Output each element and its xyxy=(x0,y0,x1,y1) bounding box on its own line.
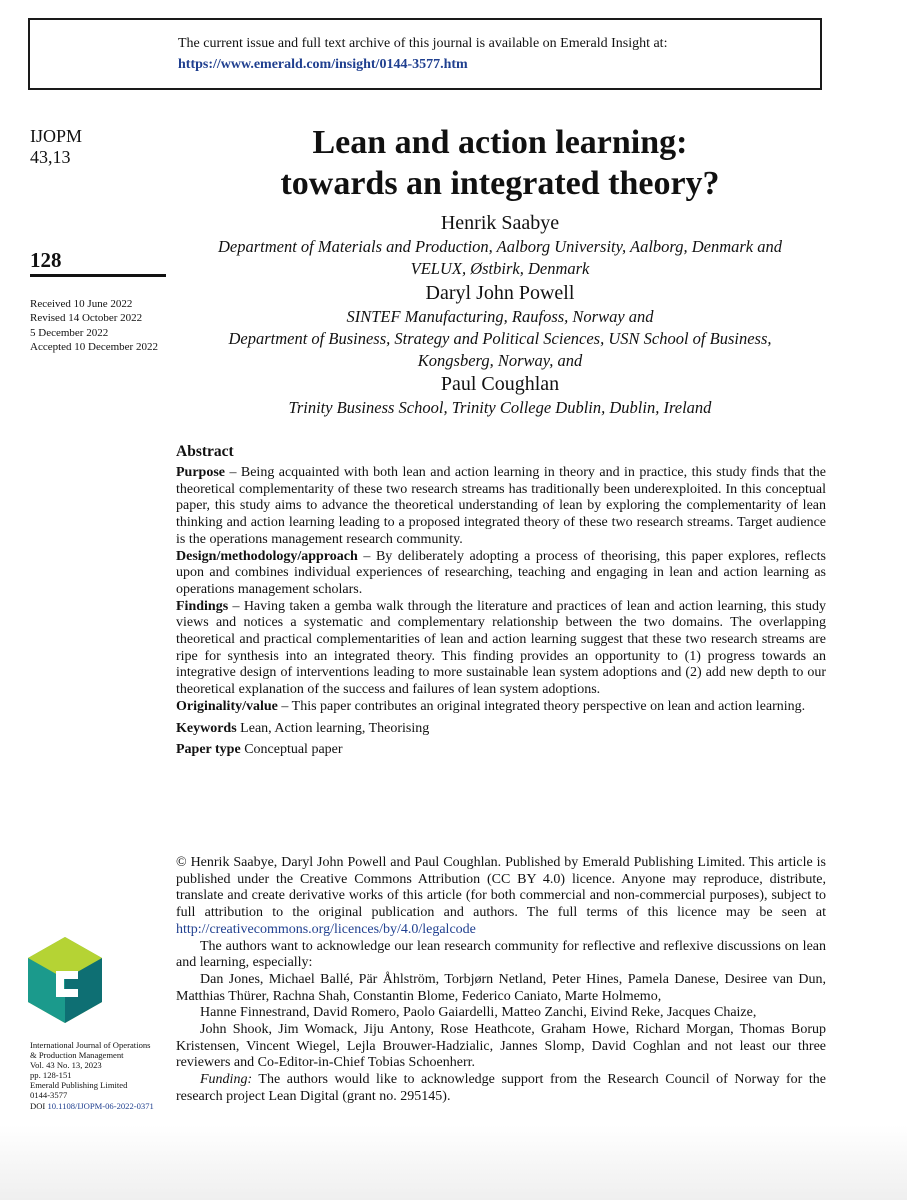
issn: 0144-3577 xyxy=(30,1090,68,1101)
date-revised-2: 5 December 2022 xyxy=(30,326,109,339)
journal-volume: Vol. 43 No. 13, 2023 xyxy=(30,1060,102,1071)
copyright-notice xyxy=(176,855,826,939)
page-number-rule xyxy=(30,274,166,277)
abstract-design xyxy=(176,549,826,599)
affiliation-line: Kongsberg, Norway, and xyxy=(417,351,583,370)
journal-name-1: International Journal of Operations xyxy=(30,1040,151,1050)
copyright-text: © Henrik Saabye, Daryl John Powell and Paul Coughlan. Published by Emerald Publishing Limited. This article is published under the Creative Commons Attribution (CC BY 4.0) licence. Anyone may reproduce, distribute, translate and create derivative works of this article (for both commercial and non-commercial purposes), subject to full attribution to the original publication and authors. The full terms of this licence may be seen at xyxy=(176,855,826,921)
abstract-findings xyxy=(176,599,826,699)
page-number: 128 xyxy=(30,248,62,272)
doi-label: DOI xyxy=(30,1100,46,1111)
licence-link[interactable]: http://creativecommons.org/licences/by/4.0/legalcode xyxy=(176,921,476,937)
abstract-originality xyxy=(176,699,826,716)
availability-text: The current issue and full text archive of this journal is available on Emerald Insight at: xyxy=(178,36,668,51)
journal-abbreviation: IJOPM xyxy=(30,126,83,146)
date-received: Received 10 June 2022 xyxy=(30,298,133,310)
originality-label: Originality/value xyxy=(176,698,278,714)
author-name: Daryl John Powell xyxy=(425,282,575,304)
affiliation-line: SINTEF Manufacturing, Raufoss, Norway and xyxy=(346,307,654,326)
article-dates xyxy=(30,297,158,355)
title-line-2: towards an integrated theory? xyxy=(280,165,720,202)
date-revised: Revised 14 October 2022 xyxy=(30,312,143,325)
journal-code xyxy=(30,126,82,168)
publisher: Emerald Publishing Limited xyxy=(30,1080,128,1091)
purpose-text: – Being acquainted with both lean and action learning in theory and in practice, this study finds that the theoretical complementarity of these two research streams has traditionally been underexploited. In this conceptual paper, this study aims to advance the theoretical understanding of lean by exploring the complementarity of lean thinking and action learning leading to a proposed integrated theory of these two research streams. Target audience is the operations management research community. xyxy=(176,465,826,547)
funding-note xyxy=(176,1072,826,1105)
purpose-label: Purpose xyxy=(176,465,225,480)
author-affiliation xyxy=(170,306,830,372)
keywords xyxy=(176,721,826,738)
acknowledged-names-3: John Shook, Jim Womack, Jiju Antony, Rose Heathcote, Graham Howe, Richard Morgan, Thomas Borup Kristensen, Vincent Wiegel, Lejla Brouwer-Hadzialic, Jannes Slomp, David Coghlan and not least our three reviewers and Co-Editor-in-Chief Tobias Schoenherr. xyxy=(176,1022,826,1071)
doi-link[interactable]: 10.1108/IJOPM-06-2022-0371 xyxy=(47,1100,154,1111)
journal-info xyxy=(30,1040,154,1111)
design-text: – By deliberately adopting a process of theorising, this paper explores, reflects upon and combines individual experiences of researching, teaching and engaging in lean and action learning as operations management scholars. xyxy=(176,548,826,597)
author-name: Paul Coughlan xyxy=(440,373,560,395)
article-title xyxy=(170,122,830,204)
acknowledgement: The authors want to acknowledge our lean research community for reflective and reflexive discussions on lean and learning, especially: xyxy=(176,938,826,971)
affiliation-line: Department of Materials and Production, Aalborg University, Aalborg, Denmark and xyxy=(217,237,782,256)
open-access-logo-icon xyxy=(26,935,104,1025)
funding-label: Funding: xyxy=(200,1072,253,1088)
paper-type-label: Paper type xyxy=(176,742,241,758)
paper-type-text: Conceptual paper xyxy=(240,742,343,758)
page-bottom-shade xyxy=(0,1125,907,1200)
title-line-1: Lean and action learning: xyxy=(312,124,688,161)
originality-text: – This paper contributes an original integrated theory perspective on lean and action learning. xyxy=(277,698,806,714)
author-affiliation xyxy=(170,236,830,280)
paper-type xyxy=(176,742,826,759)
availability-notice xyxy=(28,18,822,90)
keywords-label: Keywords xyxy=(176,720,237,736)
volume-issue: 43,13 xyxy=(30,147,71,167)
affiliation-line: VELUX, Østbirk, Denmark xyxy=(410,259,590,278)
affiliation-line: Department of Business, Strategy and Political Sciences, USN School of Business, xyxy=(228,329,772,348)
acknowledged-names-2: Hanne Finnestrand, David Romero, Paolo Gaiardelli, Matteo Zanchi, Eivind Reke, Jacques Chaize, xyxy=(200,1005,757,1021)
date-accepted: Accepted 10 December 2022 xyxy=(30,341,158,354)
abstract-heading: Abstract xyxy=(176,443,234,460)
author-name: Henrik Saabye xyxy=(440,212,560,234)
author-affiliation xyxy=(170,397,830,419)
abstract-purpose xyxy=(176,465,826,549)
journal-pages: pp. 128-151 xyxy=(30,1070,72,1081)
journal-url-link[interactable]: https://www.emerald.com/insight/0144-3577.htm xyxy=(178,57,468,72)
funding-text: The authors would like to acknowledge support from the Research Council of Norway for the research project Lean Digital (grant no. 295145). xyxy=(176,1072,826,1104)
footer-notes xyxy=(176,855,826,1106)
findings-label: Findings xyxy=(176,598,229,614)
journal-name-2: & Production Management xyxy=(30,1050,124,1061)
design-label: Design/methodology/approach xyxy=(176,548,358,564)
findings-text: – Having taken a gemba walk through the literature and practices of lean and action learning, this study views and notices a systematic and complementary relationship between the two domains. The overlapping theoretical and practical complementarities of lean and action learning suggest that these two research streams are ripe for synthesis into an integrated theory. This finding provides an opportunity to (1) progress towards an integrative design of interventions leading to more sustainable lean system adoptions and (2) add new depth to our theoretical explanation of the success and failures of lean system adoptions. xyxy=(176,598,826,698)
abstract-body xyxy=(176,465,826,759)
affiliation-line: Trinity Business School, Trinity College Dublin, Dublin, Ireland xyxy=(288,398,712,417)
keywords-text: Lean, Action learning, Theorising xyxy=(236,720,430,736)
doi xyxy=(30,1101,154,1111)
acknowledged-names-1: Dan Jones, Michael Ballé, Pär Åhlström, Torbjørn Netland, Peter Hines, Pamela Danese, Desiree van Dun, Matthias Thürer, Rachna Shah, Constantin Blome, Federico Caniato, Marte Holmemo, xyxy=(176,971,826,1004)
